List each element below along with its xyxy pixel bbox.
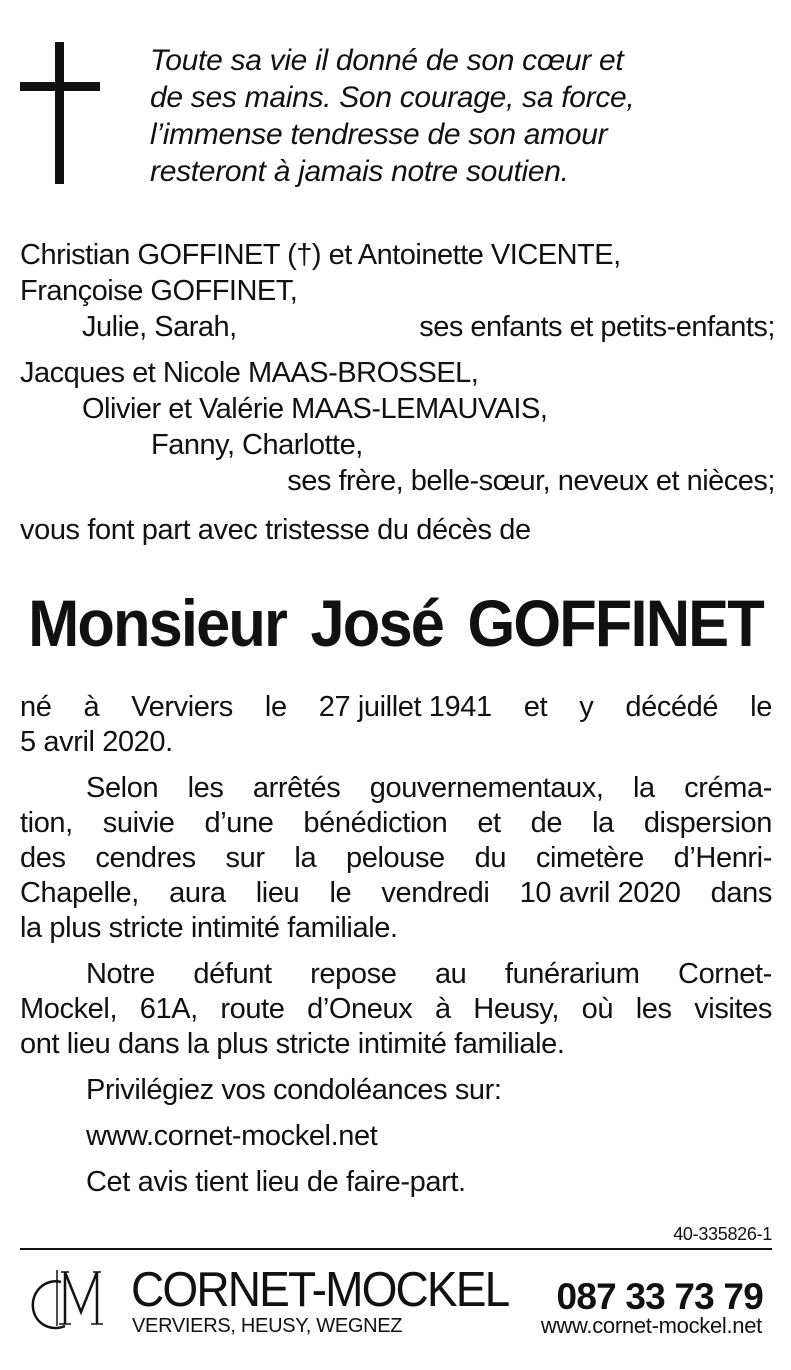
condolences-text: Privilégiez vos condoléances sur: — [86, 1074, 502, 1106]
word: dispersion — [643, 807, 772, 839]
word: les — [635, 993, 672, 1025]
word: du — [474, 842, 507, 874]
quote-line: Toute sa vie il donné de son cœur et — [150, 44, 624, 77]
word: d’une — [204, 807, 274, 839]
family-line: Jacques et Nicole MAAS-BROSSEL, — [20, 357, 479, 389]
word: tion, — [20, 807, 73, 839]
paragraph-line — [20, 806, 772, 841]
closing-text: Cet avis tient lieu de faire-part. — [86, 1166, 466, 1198]
word: repose — [310, 958, 397, 990]
paragraph-line — [20, 1027, 772, 1062]
reference-number: 40-335826-1 — [673, 1224, 772, 1244]
word: la — [294, 842, 317, 874]
word: créma- — [684, 772, 772, 804]
word: cimetère — [535, 842, 644, 874]
memorial-quote — [150, 42, 770, 190]
word: sur — [225, 842, 265, 874]
family-line: Olivier et Valérie MAAS-LEMAUVAIS, — [82, 393, 548, 425]
word: à — [83, 691, 100, 723]
website-link[interactable]: www.cornet-mockel.net — [86, 1120, 378, 1152]
word: la — [592, 807, 614, 839]
word: au — [434, 958, 467, 990]
divider — [20, 1248, 772, 1250]
word: dans — [710, 877, 772, 909]
family-list — [20, 237, 775, 499]
word: né — [20, 691, 52, 723]
cornet-mockel-logo — [27, 1262, 117, 1340]
word: Notre — [86, 958, 155, 990]
birth-line: 5 avril 2020. — [20, 726, 173, 758]
word: visites — [694, 993, 772, 1025]
word: 61A, — [139, 993, 198, 1025]
family-line: Fanny, Charlotte, — [151, 429, 363, 461]
word: des — [20, 842, 66, 874]
word: et — [523, 691, 548, 723]
word: vendredi — [381, 877, 490, 909]
family-relation: ses frère, belle-sœur, neveux et nièces; — [287, 465, 775, 497]
announcement-text: vous font part avec tristesse du décès de — [20, 514, 531, 546]
word: suivie — [102, 807, 175, 839]
word: 10 avril 2020 — [519, 877, 681, 909]
paragraph-line — [20, 911, 772, 946]
word: les — [187, 772, 224, 804]
word: où — [581, 993, 614, 1025]
quote-line: l’immense tendresse de son amour — [150, 118, 608, 151]
phone-number[interactable]: 087 33 73 79 — [556, 1276, 763, 1317]
word: Cornet- — [678, 958, 772, 990]
word: gouvernementaux, — [369, 772, 604, 804]
word: route — [220, 993, 285, 1025]
word: Heusy, — [473, 993, 560, 1025]
word: arrêtés — [252, 772, 341, 804]
brand-name: CORNET-MOCKEL — [131, 1263, 509, 1317]
word: y — [579, 691, 594, 723]
word: aura — [169, 877, 226, 909]
word: bénédiction — [303, 807, 448, 839]
word: et — [477, 807, 501, 839]
word: Verviers — [131, 691, 233, 723]
word: la — [632, 772, 655, 804]
word: Chapelle, — [20, 877, 139, 909]
word: pelouse — [346, 842, 445, 874]
family-line: Françoise GOFFINET, — [20, 275, 298, 307]
cross-icon — [20, 42, 100, 184]
word: lieu — [255, 877, 300, 909]
quote-line: resteront à jamais notre soutien. — [150, 155, 569, 188]
word: Mockel, — [20, 993, 118, 1025]
paragraph-line — [20, 876, 772, 911]
birth-line — [20, 690, 772, 725]
word: décédé — [625, 691, 719, 723]
footer-website-link[interactable]: www.cornet-mockel.net — [540, 1313, 762, 1338]
word: à — [434, 993, 451, 1025]
word: le — [264, 691, 287, 723]
word: de — [530, 807, 563, 839]
word: d’Henri- — [673, 842, 772, 874]
paragraph-line — [20, 771, 772, 806]
word: ont lieu dans la plus stricte intimité familiale. — [20, 1028, 565, 1060]
paragraph-line — [20, 992, 772, 1027]
word: défunt — [193, 958, 272, 990]
word: funérarium — [504, 958, 640, 990]
word: cendres — [95, 842, 196, 874]
word: la plus stricte intimité familiale. — [20, 912, 398, 944]
family-relation: ses enfants et petits-enfants; — [419, 311, 775, 343]
word: 27 juillet 1941 — [318, 691, 492, 723]
locations: VERVIERS, HEUSY, WEGNEZ — [132, 1315, 403, 1337]
paragraph-funerarium — [20, 957, 772, 1062]
word: Selon — [86, 772, 159, 804]
paragraph-cremation — [20, 771, 772, 946]
family-line: Christian GOFFINET (†) et Antoinette VICENTE, — [20, 239, 621, 271]
word: le — [329, 877, 352, 909]
word: d’Oneux — [307, 993, 413, 1025]
paragraph-line — [20, 841, 772, 876]
quote-line: de ses mains. Son courage, sa force, — [150, 81, 635, 114]
paragraph-line — [20, 957, 772, 992]
family-line: Julie, Sarah, — [82, 311, 237, 343]
word: le — [750, 691, 772, 723]
notice-body — [20, 690, 772, 1200]
deceased-name: Monsieur José GOFFINET — [28, 586, 763, 660]
